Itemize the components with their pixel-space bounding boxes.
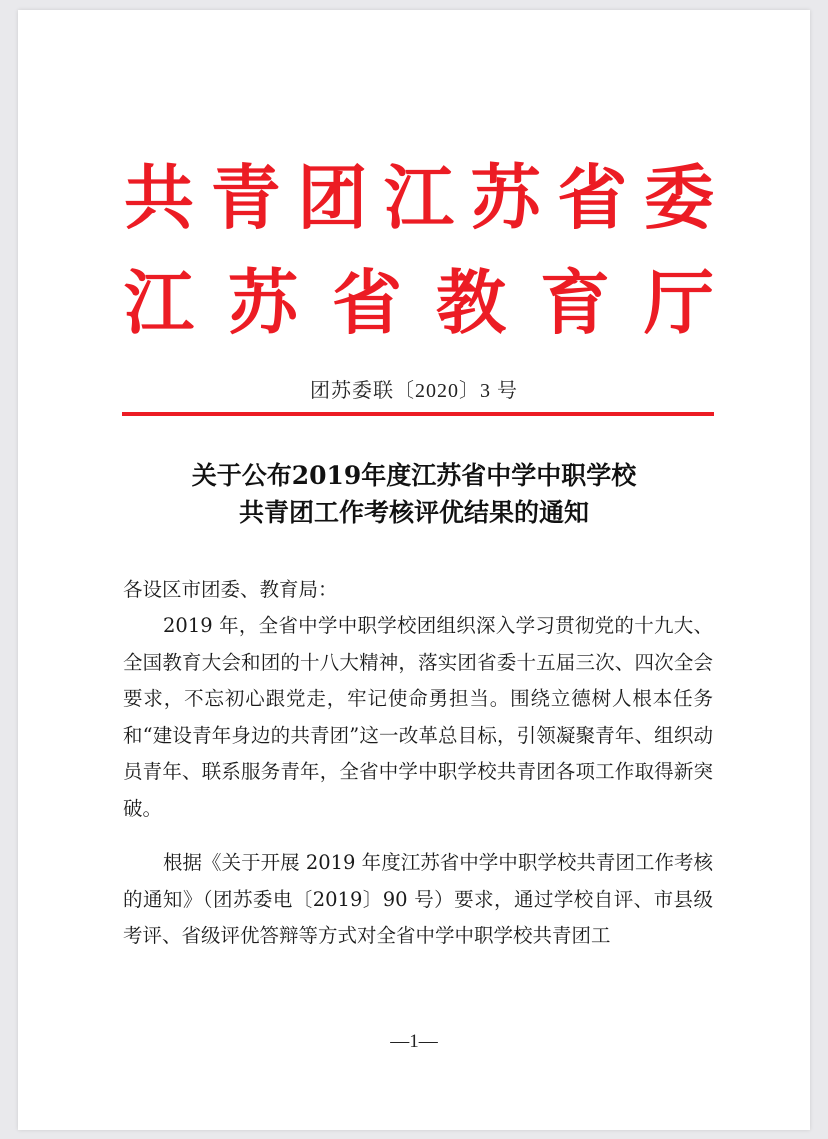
issuer-char: 省 (557, 156, 628, 239)
document-page (18, 10, 810, 1130)
issuer-char: 育 (540, 261, 610, 344)
issuer-line-1 (124, 158, 714, 238)
issuer-char: 共 (124, 156, 194, 239)
notice-title-line-1: 关于公布2019年度江苏省中学中职学校 (191, 461, 637, 490)
issuer-char: 省 (332, 261, 402, 344)
page-number: —1— (390, 1031, 438, 1052)
issuer-char: 教 (436, 261, 506, 344)
document-number: 团苏委联〔2020〕3 号 (310, 380, 518, 402)
notice-title-line-2: 共青团工作考核评优结果的通知 (238, 498, 589, 527)
issuer-char: 委 (643, 156, 714, 239)
issuer-char: 厅 (644, 261, 714, 344)
issuer-char: 青 (210, 156, 281, 239)
issuer-char: 江 (124, 261, 194, 344)
issuer-char: 苏 (228, 261, 298, 344)
issuer-char: 江 (383, 156, 454, 239)
body-paragraph-1: 2019 年，全省中学中职学校团组织深入学习贯彻党的十九大、全国教育大会和团的十八大精神，落实团省委十五届三次、四次全会要求，不忘初心跟党走，牢记使命勇担当。围绕立德树人根本任务和“建设青年身边的共青团”这一改革总目标，引领凝聚青年、组织动员青年、联系服务青年，全省中学中职学校共青团各项工作取得新突破。 (123, 614, 713, 820)
issuer-char: 苏 (470, 156, 541, 239)
issuer-line-2 (124, 263, 714, 343)
body-paragraph-2: 根据《关于开展 2019 年度江苏省中学中职学校共青团工作考核的通知》（团苏委电〔2019〕90 号）要求，通过学校自评、市县级考评、省级评优答辩等方式对全省中学中职学校共青团工 (123, 851, 713, 947)
red-divider-line (122, 412, 714, 416)
salutation: 各设区市团委、教育局： (123, 578, 338, 601)
issuer-char: 团 (297, 156, 368, 239)
